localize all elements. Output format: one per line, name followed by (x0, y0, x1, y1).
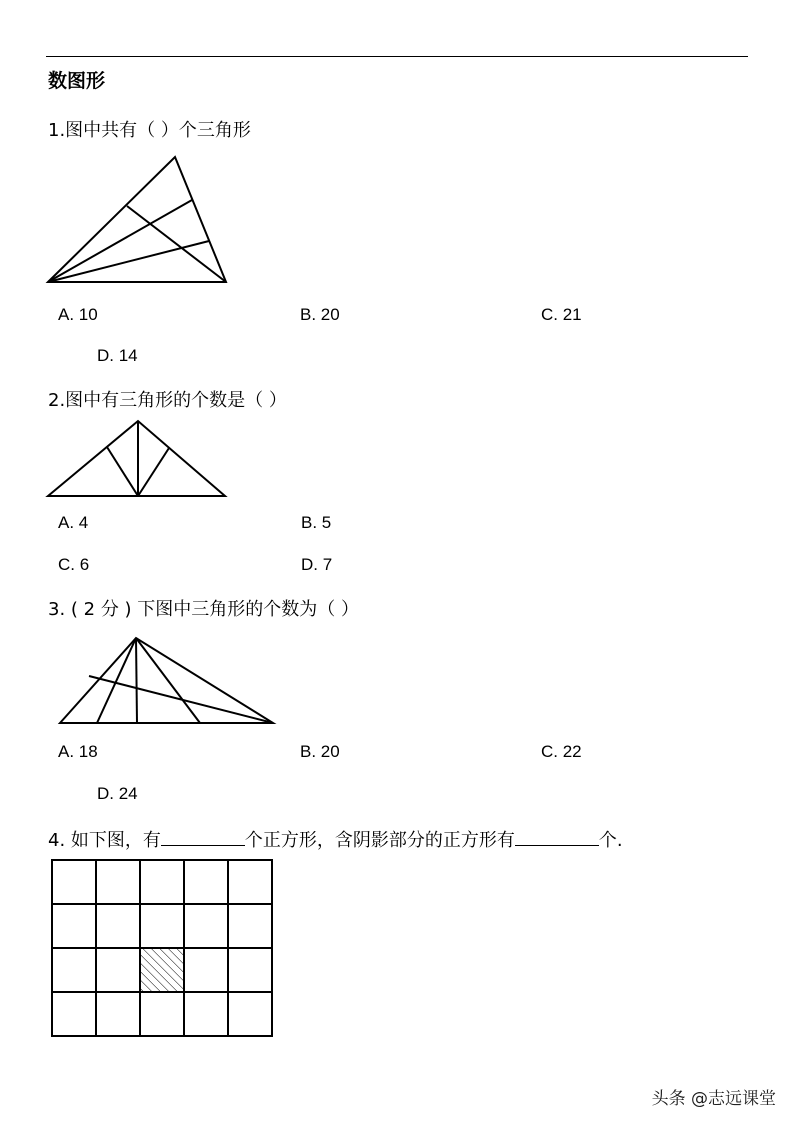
q4-text-part3: 个. (598, 830, 623, 851)
q4-text-part2: 个正方形，含阴影部分的正方形有 (244, 830, 515, 851)
question-3-text: 3. ( 2 分 ) 下图中三角形的个数为（ ） (48, 599, 359, 620)
q1-option-c[interactable]: C. 21 (541, 305, 582, 324)
q2-option-b[interactable]: B. 5 (301, 513, 332, 532)
question-1-text: 1.图中共有（ ）个三角形 (48, 120, 251, 141)
q3-option-a[interactable]: A. 18 (58, 742, 98, 761)
q2-option-d[interactable]: D. 7 (301, 555, 333, 574)
question-2-text: 2.图中有三角形的个数是（ ） (48, 390, 287, 411)
q1-option-a[interactable]: A. 10 (58, 305, 98, 324)
watermark: 头条 @志远课堂 (651, 1089, 776, 1109)
q4-shaded-cell (140, 948, 184, 992)
q1-option-b[interactable]: B. 20 (300, 305, 340, 324)
q3-option-c[interactable]: C. 22 (541, 742, 582, 761)
q2-option-a[interactable]: A. 4 (58, 513, 89, 532)
q1-option-d[interactable]: D. 14 (97, 346, 138, 365)
q3-option-b[interactable]: B. 20 (300, 742, 340, 761)
q3-option-d[interactable]: D. 24 (97, 784, 138, 803)
q4-number: 4. (48, 830, 66, 851)
q4-text-part1: 如下图，有 (70, 830, 161, 851)
section-title: 数图形 (48, 70, 106, 92)
q2-option-c[interactable]: C. 6 (58, 555, 90, 574)
